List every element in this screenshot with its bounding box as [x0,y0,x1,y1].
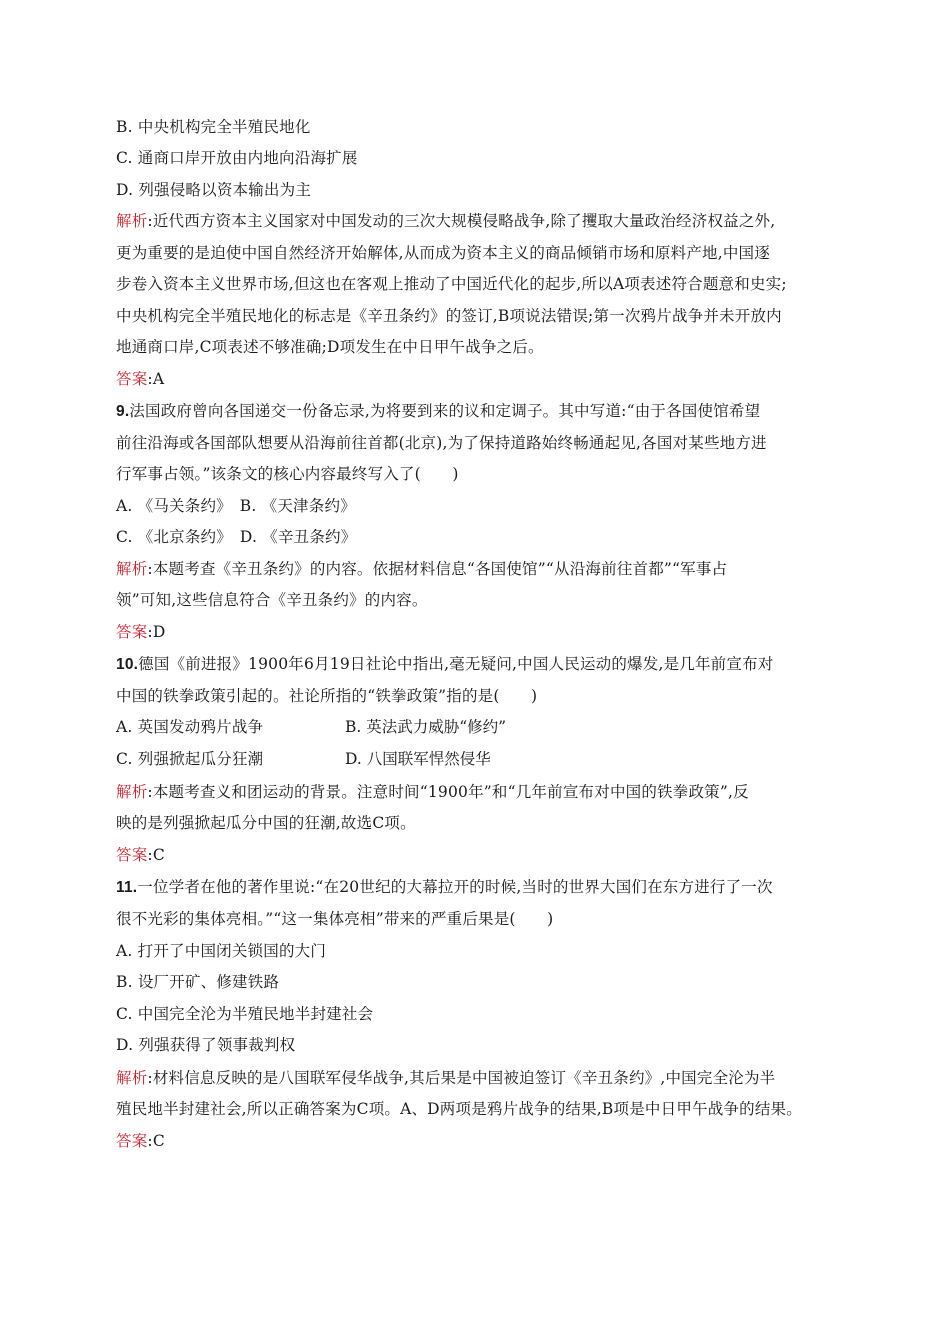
q11-analysis-label: 解析 [116,1069,148,1087]
q9-stem-line-3: 行军事占领。”该条文的核心内容最终写入了( ) [116,465,459,483]
q9-answer [116,622,165,642]
q10-analysis-text-1: :本题考查义和团运动的背景。注意时间“1900年”和“几年前宣布对中国的铁拳政策”,反 [147,783,749,801]
q10-option-d: D. 八国联军悍然侵华 [345,750,491,768]
q9-analysis-text-1: :本题考查《辛丑条约》的内容。依据材料信息“各国使馆”“从沿海前往首都”“军事占 [147,560,728,578]
q11-stem-text-1: 一位学者在他的著作里说:“在20世纪的大幕拉开的时候,当时的世界大国们在东方进行了一次 [137,878,773,896]
q8-option-d: D. 列强侵略以资本输出为主 [116,181,312,199]
q8-analysis-text-1: :近代西方资本主义国家对中国发动的三次大规模侵略战争,除了攫取大量政治经济权益之外, [147,212,776,230]
q11-stem-line-1 [116,877,773,898]
q10-analysis-label: 解析 [116,783,148,801]
q10-answer-label: 答案 [116,846,148,864]
q9-stem-line-1 [116,401,760,422]
q8-analysis-line-4: 中央机构完全半殖民地化的标志是《辛丑条约》的签订,B项说法错误;第一次鸦片战争并未开放内 [116,307,782,325]
q10-option-a: A. 英国发动鸦片战争 [116,718,264,736]
q10-answer [116,845,165,865]
q8-option-c: C. 通商口岸开放由内地向沿海扩展 [116,149,358,167]
q11-analysis-line-1 [116,1068,775,1088]
q11-analysis-text-1: :材料信息反映的是八国联军侵华战争,其后果是中国被迫签订《辛丑条约》,中国完全沦为半 [147,1069,776,1087]
q10-option-b: B. 英法武力威胁“修约” [345,718,507,736]
q11-analysis-line-2: 殖民地半封建社会,所以正确答案为C项。A、D两项是鸦片战争的结果,B项是中日甲午战争的结果。 [116,1100,802,1118]
q8-analysis-line-1 [116,211,775,231]
q11-option-d: D. 列强获得了领事裁判权 [116,1036,296,1054]
q8-answer-value: :A [147,370,165,388]
q11-option-c: C. 中国完全沦为半殖民地半封建社会 [116,1005,374,1023]
q8-analysis-line-2: 更为重要的是迫使中国自然经济开始解体,从而成为资本主义的商品倾销市场和原料产地,中国逐 [116,244,770,262]
q10-number: 10. [116,656,139,673]
q9-number: 9. [116,403,130,420]
q9-answer-value: :D [147,623,166,641]
q8-analysis-line-3: 步卷入资本主义世界市场,但这也在客观上推动了中国近代化的起步,所以A项表述符合题意和史实; [116,275,787,293]
q11-answer-value: :C [147,1132,165,1150]
q8-answer [116,369,164,389]
q11-option-b: B. 设厂开矿、修建铁路 [116,973,280,991]
q9-stem-line-2: 前往沿海或各国部队想要从沿海前往首都(北京),为了保持道路始终畅通起见,各国对某些地方进 [116,434,767,452]
q9-stem-text-1: 法国政府曾向各国递交一份备忘录,为将要到来的议和定调子。其中写道:“由于各国使馆希望 [129,402,761,420]
q8-option-b: B. 中央机构完全半殖民地化 [116,118,311,136]
q9-analysis-label: 解析 [116,560,148,578]
q10-stem-line-2: 中国的铁拳政策引起的。社论所指的“铁拳政策”指的是( ) [116,687,538,705]
q11-answer-label: 答案 [116,1132,148,1150]
q8-answer-label: 答案 [116,370,148,388]
q8-analysis-line-5: 地通商口岸,C项表述不够准确;D项发生在中日甲午战争之后。 [116,338,544,356]
q10-answer-value: :C [147,846,165,864]
q9-answer-label: 答案 [116,623,148,641]
q9-options-row-2: C. 《北京条约》 D. 《辛丑条约》 [116,528,357,546]
q11-answer [116,1131,165,1151]
q10-stem-text-1: 德国《前进报》1900年6月19日社论中指出,毫无疑问,中国人民运动的爆发,是几年前宣布对 [138,655,774,673]
q10-analysis-line-2: 映的是列强掀起瓜分中国的狂潮,故选C项。 [116,814,416,832]
q9-options-row-1: A. 《马关条约》 B. 《天津条约》 [116,497,356,515]
q11-number: 11. [116,879,138,896]
q10-option-c: C. 列强掀起瓜分狂潮 [116,750,264,768]
q11-stem-line-2: 很不光彩的集体亮相。”“这一集体亮相”带来的严重后果是( ) [116,910,554,928]
q9-analysis-line-2: 领”可知,这些信息符合《辛丑条约》的内容。 [116,591,428,609]
q10-stem-line-1 [116,654,773,675]
q10-analysis-line-1 [116,782,749,802]
q8-analysis-label: 解析 [116,212,148,230]
q11-option-a: A. 打开了中国闭关锁国的大门 [116,942,327,960]
q9-analysis-line-1 [116,559,727,579]
